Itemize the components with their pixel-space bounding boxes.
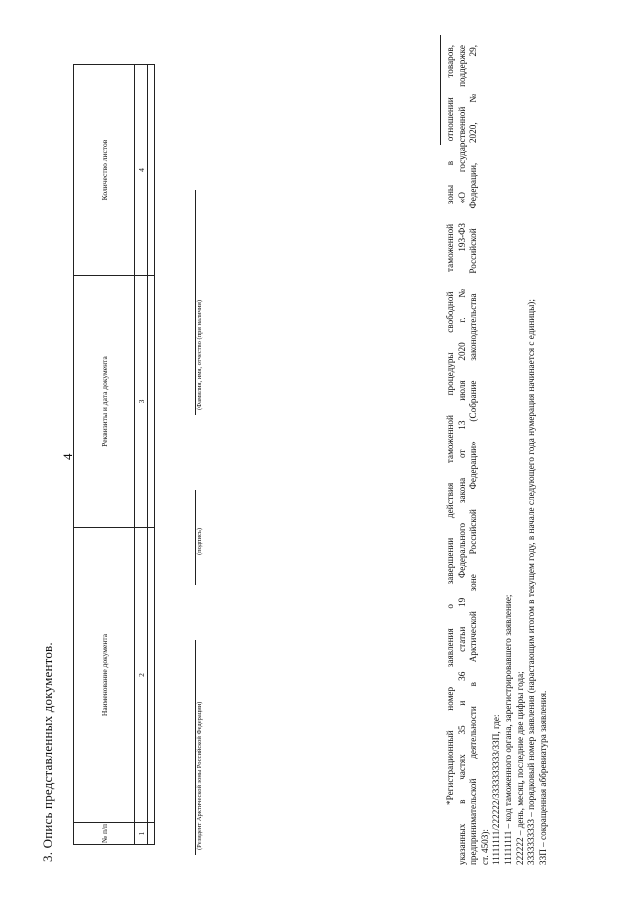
footnote-line: предпринимательской деятельности в Арктической зоне Российской Федерации» (Собрание законодательства Российской Федерации, 2020, № 29, [468, 45, 479, 865]
footnote-line: 11111111 – код таможенного органа, зарегистрировавшего заявление; [502, 594, 513, 865]
documents-table [73, 64, 155, 845]
footnote-line: ст. 4503): [479, 829, 490, 865]
table-row [148, 65, 155, 845]
resident-caption: (Резидент Арктической зоны Российской Федерации) [196, 701, 203, 850]
table-cell: 1 [135, 823, 148, 845]
header-cell-number: № п/п [74, 823, 135, 845]
signature-caption: (подпись) [196, 528, 203, 555]
header-cell-document-name: Наименование документа [74, 528, 135, 823]
name-caption: (Фамилия, имя, отчество (при наличии) [196, 299, 203, 410]
footnote-line: *Регистрационный номер заявления о завершении действия таможенной процедуры свободной таможенной зоны в отношении товаров, [445, 45, 455, 805]
table-cell [148, 823, 155, 845]
table-row [135, 65, 148, 845]
footnote-divider [440, 35, 441, 145]
table-cell [148, 65, 155, 276]
footnote [445, 45, 549, 865]
page-number: 4 [60, 453, 75, 460]
footnote-line: указанных в частях 35 и 36 статьи 19 Федерального закона от 13 июля 2020 г. № 193-ФЗ «О государственной поддержке [456, 45, 467, 865]
table-cell: 4 [135, 65, 148, 276]
footnote-line: 11111111/222222/3333333333/ЗЗП, где: [491, 714, 502, 865]
footnote-line: ЗЗП – сокращенная аббревиатура заявления. [537, 690, 548, 865]
table-cell [148, 276, 155, 528]
footnote-line: 222222 – день, месяц, последние две цифры года; [514, 671, 525, 865]
header-cell-document-details: Реквизиты и дата документа [74, 276, 135, 528]
section-title: 3. Опись представленных документов. [40, 642, 55, 862]
header-cell-sheet-count: Количество листов [74, 65, 135, 276]
table-cell: 2 [135, 528, 148, 823]
footnote-line: 3333333333 – порядковый номер заявления (нарастающим итогом в текущем году, в начале следующего года нумерация начинается с единицы); [526, 299, 537, 865]
table-header-row [74, 65, 135, 845]
table-cell [148, 528, 155, 823]
table-cell: 3 [135, 276, 148, 528]
